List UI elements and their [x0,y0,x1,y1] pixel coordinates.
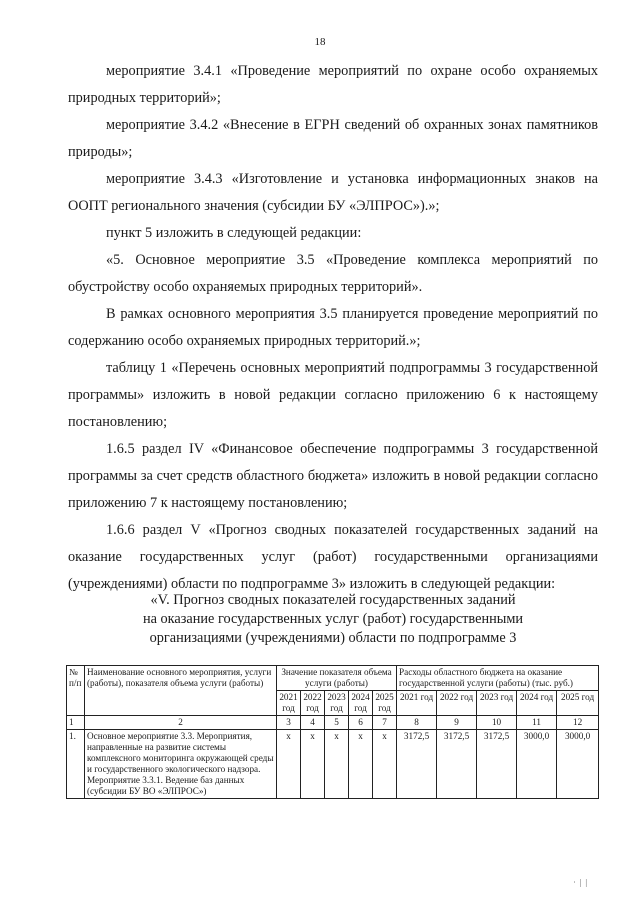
year-header: 2021 год [277,691,301,716]
section-heading-line: организациями (учреждениями) области по подпрограмме 3 [149,630,517,646]
expense-value: 3000,0 [557,730,599,799]
year-header: 2023 год [325,691,349,716]
paragraph-within-measure-3-5: В рамках основного мероприятия 3.5 планируется проведение мероприятий по содержанию особо охраняемых природных территорий.»; [68,306,598,349]
indicator-value: х [373,730,397,799]
column-number: 4 [301,716,325,730]
paragraph-table-1: таблицу 1 «Перечень основных мероприятий подпрограммы 3 государственной программы» изложить в новой редакции согласно приложению 6 к настоящему постановлению; [68,360,598,430]
expense-value: 3172,5 [477,730,517,799]
column-number: 2 [85,716,277,730]
section-heading-line: «V. Прогноз сводных показателей государственных заданий [150,592,516,608]
row-sub-measure: Мероприятие 3.3.1. Ведение баз данных (субсидии БУ ВО «ЭЛПРОС») [87,775,245,796]
indicator-value: х [277,730,301,799]
section-heading-line: на оказание государственных услуг (работ) государственными [142,611,524,627]
year-header: 2023 год [477,691,517,716]
row-number: 1. [67,730,85,799]
column-number: 12 [557,716,599,730]
column-number: 7 [373,716,397,730]
paragraph-section-v: 1.6.6 раздел V «Прогноз сводных показателей государственных заданий на оказание государственных услуг (работ) государственными организациями (учреждениями) области по подпрограмме 3» изложить в следующей редакции: [68,522,598,592]
paragraph-measure-3-4-3: мероприятие 3.4.3 «Изготовление и установка информационных знаков на ООПТ регионального значения (субсидии БУ «ЭЛПРОС»).»; [68,171,598,214]
header-number: № п/п [67,666,85,716]
year-header: 2024 год [517,691,557,716]
column-number: 11 [517,716,557,730]
column-number: 10 [477,716,517,730]
paragraph-main-measure-3-5: «5. Основное мероприятие 3.5 «Проведение комплекса мероприятий по обустройству особо охраняемых природных территорий». [68,252,598,295]
column-number: 9 [437,716,477,730]
section-heading [68,591,598,648]
page-number: 18 [314,36,326,48]
header-indicator-value: Значение показателя объема услуги (работы) [277,666,397,691]
table-header-row [67,666,599,691]
year-header: 2021 год [397,691,437,716]
column-number: 1 [67,716,85,730]
indicator-value: х [325,730,349,799]
paragraph-measure-3-4-1: мероприятие 3.4.1 «Проведение мероприятий по охране особо охраняемых природных территорий»; [68,63,598,106]
paragraph-item-5: пункт 5 изложить в следующей редакции: [106,225,362,241]
year-header: 2022 год [301,691,325,716]
body-text [68,58,598,598]
column-number: 8 [397,716,437,730]
year-header: 2022 год [437,691,477,716]
row-main-measure: Основное мероприятие 3.3. Мероприятия, направленные на развитие системы комплексного мониторинга окружающей среды и государственного экологического надзора. [87,731,274,774]
expense-value: 3172,5 [437,730,477,799]
footer-mark: · | | [573,878,588,887]
year-header: 2024 год [349,691,373,716]
expense-value: 3000,0 [517,730,557,799]
year-header: 2025 год [557,691,599,716]
header-budget-expense: Расходы областного бюджета на оказание государственной услуги (работы) (тыс. руб.) [397,666,599,691]
year-header: 2025 год [373,691,397,716]
expense-value: 3172,5 [397,730,437,799]
table-row [67,730,599,799]
row-name-cell [85,730,277,799]
column-number: 5 [325,716,349,730]
indicator-value: х [349,730,373,799]
column-number: 3 [277,716,301,730]
forecast-table [66,665,599,799]
header-name: Наименование основного мероприятия, услуги (работы), показателя объема услуги (работы) [85,666,277,716]
paragraph-section-iv: 1.6.5 раздел IV «Финансовое обеспечение подпрограммы 3 государственной программы за счет средств областного бюджета» изложить в новой редакции согласно приложению 7 к настоящему постановлению; [68,441,598,511]
column-number: 6 [349,716,373,730]
paragraph-measure-3-4-2: мероприятие 3.4.2 «Внесение в ЕГРН сведений об охранных зонах памятников природы»; [68,117,598,160]
indicator-value: х [301,730,325,799]
table-column-numbers-row [67,716,599,730]
